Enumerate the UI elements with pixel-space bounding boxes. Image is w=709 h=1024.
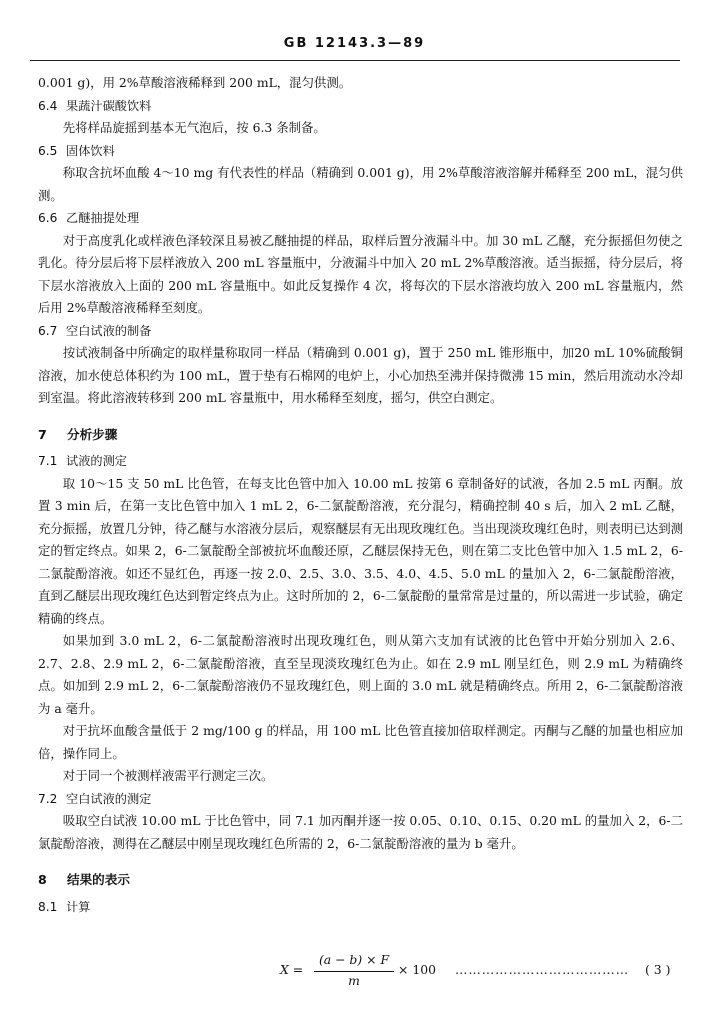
equation-number: ( 3 ) xyxy=(645,962,671,977)
formula-fraction xyxy=(314,952,394,988)
subsection-heading xyxy=(38,896,683,919)
subsection-heading xyxy=(38,140,683,163)
formula-leader-dots: ………………………………… xyxy=(455,962,630,977)
section-gap xyxy=(38,410,683,418)
formula-times-100: × 100 xyxy=(398,962,436,977)
paragraph: 对于同一个被测样液需平行测定三次。 xyxy=(62,768,274,783)
paragraph: 吸取空白试液 10.00 mL 于比色管中，同 7.1 加丙酮并逐一按 0.05、0.10、0.15、0.20 mL 的量加入 2，6-二氯靛酚溶液，测得在乙醚层中刚呈现玫瑰红色所需的 2，6-二氯靛酚溶液的量为 b 毫升。 xyxy=(38,813,684,851)
paragraph: 对于高度乳化或样液色泽较深且易被乙醚抽提的样品，取样后置分液漏斗中。加 30 mL 乙醚，充分振摇但勿使之乳化。待分层后将下层样液放入 200 mL 容量瓶中，分液漏斗中加入 20 mL 2%草酸溶液。适当振摇，待分层后，将下层水溶液放入上面的 200 mL 容量瓶中。如此反复操作 4 次，将每次的下层水溶液均放入 200 mL 容量瓶内，然后用 2%草酸溶液稀释至刻度。 xyxy=(38,232,683,315)
heading-number: 6.4 xyxy=(38,98,58,113)
heading-title: 果蔬汁碳酸饮料 xyxy=(66,98,152,113)
paragraph: 称取含抗坏血酸 4～10 mg 有代表性的样品（精确到 0.001 g)，用 2%草酸溶液溶解并稀释至 200 mL，混匀供测。 xyxy=(38,165,683,203)
subsection-heading xyxy=(38,788,683,811)
paragraph: 如果加到 3.0 mL 2，6-二氯靛酚溶液时出现玫瑰红色，则从第六支加有试液的比色管中开始分别加入 2.6、2.7、2.8、2.9 mL 2，6-二氯靛酚溶液，直至呈现淡玫瑰红色为止。如在 2.9 mL 刚呈红色，则 2.9 mL 为精确终点。如加到 2.9 mL 2，6-二氯靛酚溶液仍不显玫瑰红色，则上面的 3.0 mL 就是精确终点。所用 2，6-二氯靛酚溶液为 a 毫升。 xyxy=(38,633,683,716)
fraction-bar xyxy=(314,971,394,972)
heading-number: 7 xyxy=(38,426,47,442)
formula-numerator: (a − b) × F xyxy=(318,952,390,967)
paragraph: 0.001 g)，用 2%草酸溶液稀释到 200 mL，混匀供测。 xyxy=(38,75,352,90)
section-gap xyxy=(38,855,683,863)
heading-number: 6.7 xyxy=(38,323,58,338)
header-rule xyxy=(30,60,680,61)
heading-number: 8.1 xyxy=(38,899,58,914)
subsection-heading xyxy=(38,207,683,230)
paragraph: 对于抗坏血酸含量低于 2 mg/100 g 的样品，用 100 mL 比色管直接加倍取样测定。丙酮与乙醚的加量也相应加倍，操作同上。 xyxy=(38,723,683,761)
subsection-heading xyxy=(38,320,683,343)
heading-title: 固体饮料 xyxy=(66,143,115,158)
heading-title: 试液的测定 xyxy=(66,454,127,468)
heading-number: 6.6 xyxy=(38,211,58,225)
subsection-heading xyxy=(38,450,683,473)
heading-number: 8 xyxy=(38,872,47,887)
heading-number: 7.1 xyxy=(38,454,58,468)
heading-title: 结果的表示 xyxy=(66,872,130,887)
subsection-heading xyxy=(38,95,683,118)
page-header-standard-number: GB 12143.3—89 xyxy=(283,36,426,51)
formula-3 xyxy=(280,952,680,992)
heading-title: 分析步骤 xyxy=(66,426,118,442)
heading-title: 乙醚抽提处理 xyxy=(66,211,140,225)
paragraph: 取 10～15 支 50 mL 比色管，在每支比色管中加入 10.00 mL 按第 6 章制备好的试液，各加 2.5 mL 丙酮。放置 3 min 后，在第一支比色管中加入 1 mL 2，6-二氯靛酚溶液，充分混匀，精确控制 40 s 后，加入 2 mL 乙醚，充分振摇，放置几分钟，待乙醚与水溶液分层后，观察醚层有无出现玫瑰红色。当出现淡玫瑰红色时，则表明已达到测定的暂定终点。如果 2，6-二氯靛酚全部被抗坏血酸还原，乙醚层保持无色，则在第二支比色管中加入 1.5 mL 2，6-二氯靛酚溶液。如还不显红色，再逐一按 2.0、2.5、3.0、3.5、4.0、4.5、5.0 mL 的量加入 2，6-二氯靛酚溶液，直到乙醚层出现玫瑰红色达到暂定终点为止。这时所加的 2，6-二氯靛酚的量常常是过量的，所以需进一步试验，确定精确的终点。 xyxy=(38,475,683,626)
formula-denominator: m xyxy=(348,973,360,988)
formula-lhs: X = xyxy=(280,962,304,977)
section-heading xyxy=(38,424,683,447)
paragraph: 按试液制备中所确定的取样量称取同一样品（精确到 0.001 g)，置于 250 mL 锥形瓶中，加20 mL 10%硫酸铜溶液，加水使总体积约为 100 mL，置于垫有石棉网的电炉上，小心加热至沸并保持微沸 15 min，然后用流动水冷却到室温。将此溶液转移到 200 mL 容量瓶中，用水稀释至刻度，摇匀，供空白测定。 xyxy=(38,345,683,405)
paragraph: 先将样品旋摇到基本无气泡后，按 6.3 条制备。 xyxy=(62,120,326,135)
heading-number: 7.2 xyxy=(38,791,58,806)
heading-title: 空白试液的测定 xyxy=(66,791,152,806)
heading-title: 空白试液的制备 xyxy=(66,323,152,338)
section-heading xyxy=(38,869,683,892)
document-body xyxy=(38,72,683,918)
heading-number: 6.5 xyxy=(38,143,58,158)
heading-title: 计算 xyxy=(66,899,91,914)
